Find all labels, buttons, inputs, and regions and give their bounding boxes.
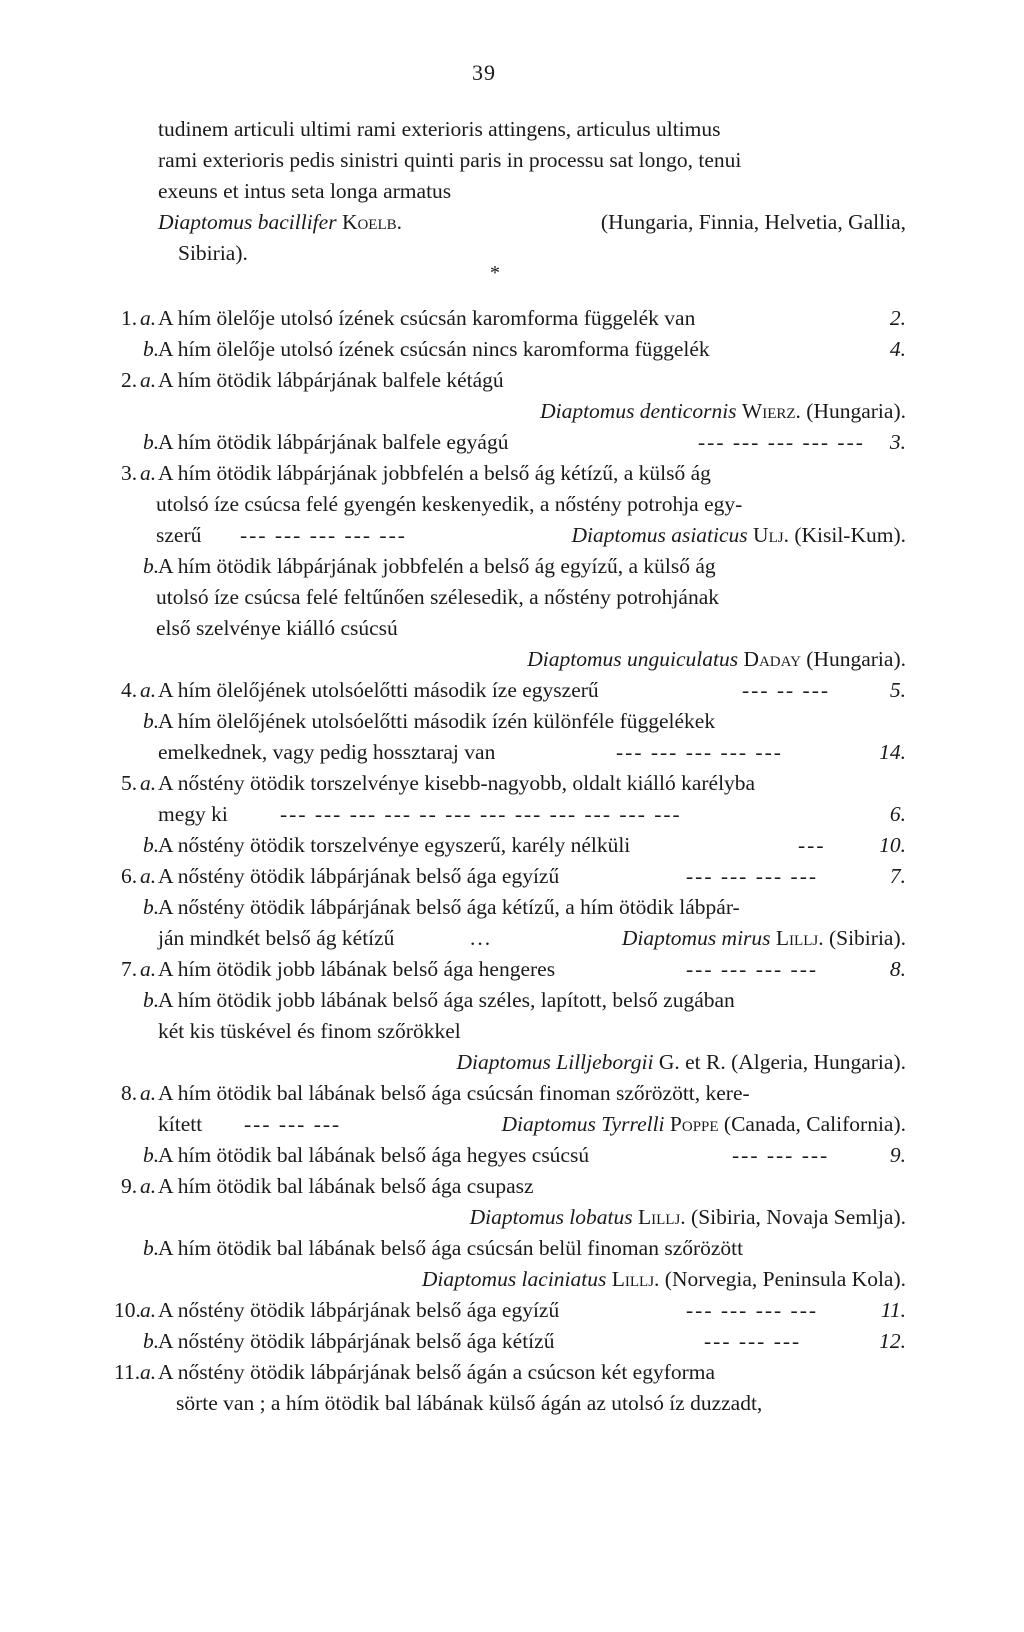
leader-dots: --- --- --- --- (686, 1298, 819, 1322)
species-name: Diaptomus asiaticus (571, 523, 748, 547)
species-name: Diaptomus lobatus (469, 1205, 633, 1229)
species-line (527, 644, 906, 674)
couplet-letter: a. (140, 1298, 157, 1322)
distribution: (Canada, California). (723, 1112, 906, 1136)
species-name: Diaptomus unguiculatus (527, 647, 739, 671)
couplet-letter: a. (140, 368, 157, 392)
leader-dots: --- --- --- --- --- (698, 430, 865, 454)
key-text: A hím ötödik jobb lábának belső ága széles, lapított, belső zugában (158, 988, 735, 1012)
asterisk-separator: * (490, 262, 500, 284)
couplet-number: 7. (121, 957, 138, 981)
distribution: (Hungaria, Finnia, Helvetia, Gallia, (600, 210, 906, 234)
distribution: (Sibiria). (828, 926, 906, 950)
key-reference: 6. (889, 802, 906, 826)
species-line (470, 1202, 906, 1232)
species-author: Lillj. (638, 1205, 686, 1229)
key-text: A hím ölelője utolsó ízének csúcsán karomforma függelék van (158, 306, 696, 330)
couplet-letter: b. (143, 1329, 160, 1353)
key-reference: 2. (889, 306, 906, 330)
species-name: Diaptomus denticornis (540, 399, 737, 423)
key-reference: 11. (880, 1298, 906, 1322)
couplet-number: 5. (121, 771, 138, 795)
leader-dots: --- --- --- (732, 1143, 830, 1167)
key-text: A nőstény ötödik lábpárjának belső ága kétízű, a hím ötödik lábpár- (158, 895, 740, 919)
couplet-letter: b. (143, 709, 160, 733)
distribution: (Algeria, Hungaria). (731, 1050, 906, 1074)
key-text: A hím ötödik lábpárjának balfele egyágú (158, 430, 509, 454)
species-name: Diaptomus bacillifer (158, 210, 337, 234)
couplet-letter: a. (140, 771, 157, 795)
species-author: Poppe (669, 1112, 719, 1136)
key-text: A nőstény ötödik torszelvénye kisebb-nagyobb, oldalt kiálló karélyba (158, 771, 756, 795)
couplet-letter: b. (143, 895, 160, 919)
distribution: (Hungaria). (806, 399, 906, 423)
leader-dots: --- --- --- --- --- (240, 523, 407, 547)
key-text: A hím ötödik jobb lábának belső ága hengeres (158, 957, 556, 981)
key-text: megy ki (158, 802, 228, 826)
species-name: Diaptomus mirus (621, 926, 771, 950)
intro-line-3: exeuns et intus seta longa armatus (158, 179, 452, 203)
couplet-number: 2. (121, 368, 138, 392)
species-name: Diaptomus Tyrrelli (501, 1112, 665, 1136)
leader-dots: --- --- --- (704, 1329, 802, 1353)
key-text: A hím ötödik lábpárjának balfele kétágú (158, 368, 504, 392)
couplet-letter: a. (140, 1081, 157, 1105)
intro-line-1 (158, 114, 906, 144)
intro-species-line (158, 207, 906, 237)
key-text: A hím ötödik lábpárjának jobbfelén a belső ág egyízű, a külső ág (158, 554, 716, 578)
leader-dots: --- --- --- --- (686, 864, 819, 888)
couplet-number: 3. (121, 461, 138, 485)
couplet-letter: b. (143, 554, 160, 578)
key-reference: 3. (889, 430, 906, 454)
couplet-letter: a. (140, 306, 157, 330)
key-reference: 8. (889, 957, 906, 981)
couplet-letter: a. (140, 1174, 157, 1198)
leader-dots: --- --- --- --- -- --- --- --- --- --- --- --- (280, 802, 682, 826)
couplet-number: 6. (121, 864, 138, 888)
leader-dots: ... (470, 926, 493, 950)
couplet-letter: a. (140, 864, 157, 888)
leader-dots: --- --- --- (244, 1112, 342, 1136)
species-line (501, 1109, 906, 1139)
key-text: A hím ötödik lábpárjának jobbfelén a belső ág kétízű, a külső ág (158, 461, 711, 485)
species-line (622, 923, 906, 953)
couplet-letter: a. (140, 461, 157, 485)
key-text: A hím ölelőjének utolsóelőtti második íze egyszerű (158, 678, 599, 702)
key-reference: 12. (879, 1329, 906, 1353)
distribution-cont: Sibiria). (178, 241, 248, 265)
key-text: A hím ötödik bal lábának belső ága csúcsán finoman szőrözött, kere- (158, 1081, 750, 1105)
species-author: Ulj. (753, 523, 789, 547)
key-text: sörte van ; a hím ötödik bal lábának külső ágán az utolsó íz duzzadt, (176, 1391, 763, 1415)
leader-dots: --- -- --- (742, 678, 831, 702)
species-line (571, 520, 906, 550)
couplet-letter: b. (143, 1143, 160, 1167)
distribution: (Sibiria, Novaja Semlja). (691, 1205, 906, 1229)
couplet-number: 1. (121, 306, 138, 330)
couplet-letter: a. (140, 957, 157, 981)
distribution: (Hungaria). (806, 647, 906, 671)
species-line (540, 396, 906, 426)
couplet-number: 4. (121, 678, 138, 702)
couplet-number: 8. (121, 1081, 138, 1105)
key-text: A hím ölelője utolsó ízének csúcsán nincs karomforma függelék (158, 337, 710, 361)
key-reference: 9. (889, 1143, 906, 1167)
species-author: G. et R. (658, 1050, 726, 1074)
key-text: első szelvénye kiálló csúcsú (156, 616, 398, 640)
distribution: (Norvegia, Peninsula Kola). (664, 1267, 906, 1291)
leader-dots: --- (798, 833, 826, 857)
species-author: Daday (743, 647, 801, 671)
key-text: utolsó íze csúcsa felé gyengén keskenyedik, a nőstény potrohja egy- (156, 492, 743, 516)
key-text: emelkednek, vagy pedig hossztaraj van (158, 740, 496, 764)
species-line (457, 1047, 906, 1077)
key-reference: 14. (879, 740, 906, 764)
key-text: A nőstény ötödik torszelvénye egyszerű, karély nélküli (158, 833, 631, 857)
key-text: A nőstény ötödik lábpárjának belső ágán a csúcson két egyforma (158, 1360, 716, 1384)
species-author: Koelb. (341, 210, 403, 234)
key-text: két kis tüskével és finom szőrökkel (158, 1019, 461, 1043)
key-text: A hím ötödik bal lábának belső ága hegyes csúcsú (158, 1143, 590, 1167)
species-author: Lillj. (775, 926, 824, 950)
key-text: A hím ötödik bal lábának belső ága csúcsán belül finoman szőrözött (158, 1236, 744, 1260)
species-author: Lillj. (611, 1267, 660, 1291)
couplet-letter: a. (140, 678, 157, 702)
couplet-letter: b. (143, 988, 160, 1012)
species-name: Diaptomus Lilljeborgii (456, 1050, 654, 1074)
key-text: szerű (156, 523, 202, 547)
intro-line-2-text: rami exterioris pedis sinistri quinti paris in processu sat longo, tenui (158, 148, 742, 172)
species-name: Diaptomus laciniatus (421, 1267, 607, 1291)
species-line (422, 1264, 906, 1294)
species-author: Wierz. (741, 399, 801, 423)
key-text: kített (158, 1112, 203, 1136)
couplet-letter: b. (143, 1236, 160, 1260)
key-text: utolsó íze csúcsa felé feltűnően szélesedik, a nőstény potrohjának (156, 585, 719, 609)
couplet-letter: b. (143, 833, 160, 857)
couplet-number: 10. (114, 1298, 141, 1322)
key-reference: 7. (889, 864, 906, 888)
page-number: 39 (472, 60, 496, 85)
key-reference: 10. (879, 833, 906, 857)
key-text: A hím ölelőjének utolsóelőtti második ízén különféle függelékek (158, 709, 716, 733)
couplet-number: 11. (114, 1360, 141, 1384)
leader-dots: --- --- --- --- --- (616, 740, 783, 764)
key-text: A nőstény ötödik lábpárjának belső ága egyízű (158, 1298, 560, 1322)
distribution: (Kisil-Kum). (794, 523, 906, 547)
couplet-letter: b. (143, 430, 160, 454)
key-reference: 4. (889, 337, 906, 361)
key-text: ján mindkét belső ág kétízű (158, 926, 395, 950)
key-reference: 5. (889, 678, 906, 702)
couplet-letter: a. (140, 1360, 157, 1384)
key-text: A hím ötödik bal lábának belső ága csupasz (158, 1174, 534, 1198)
leader-dots: --- --- --- --- (686, 957, 819, 981)
key-text: A nőstény ötödik lábpárjának belső ága egyízű (158, 864, 560, 888)
couplet-number: 9. (121, 1174, 138, 1198)
intro-line-2 (158, 145, 906, 175)
couplet-letter: b. (143, 337, 160, 361)
key-text: A nőstény ötödik lábpárjának belső ága kétízű (158, 1329, 555, 1353)
intro-line-1-text: tudinem articuli ultimi rami exterioris attingens, articulus ultimus (158, 117, 721, 141)
